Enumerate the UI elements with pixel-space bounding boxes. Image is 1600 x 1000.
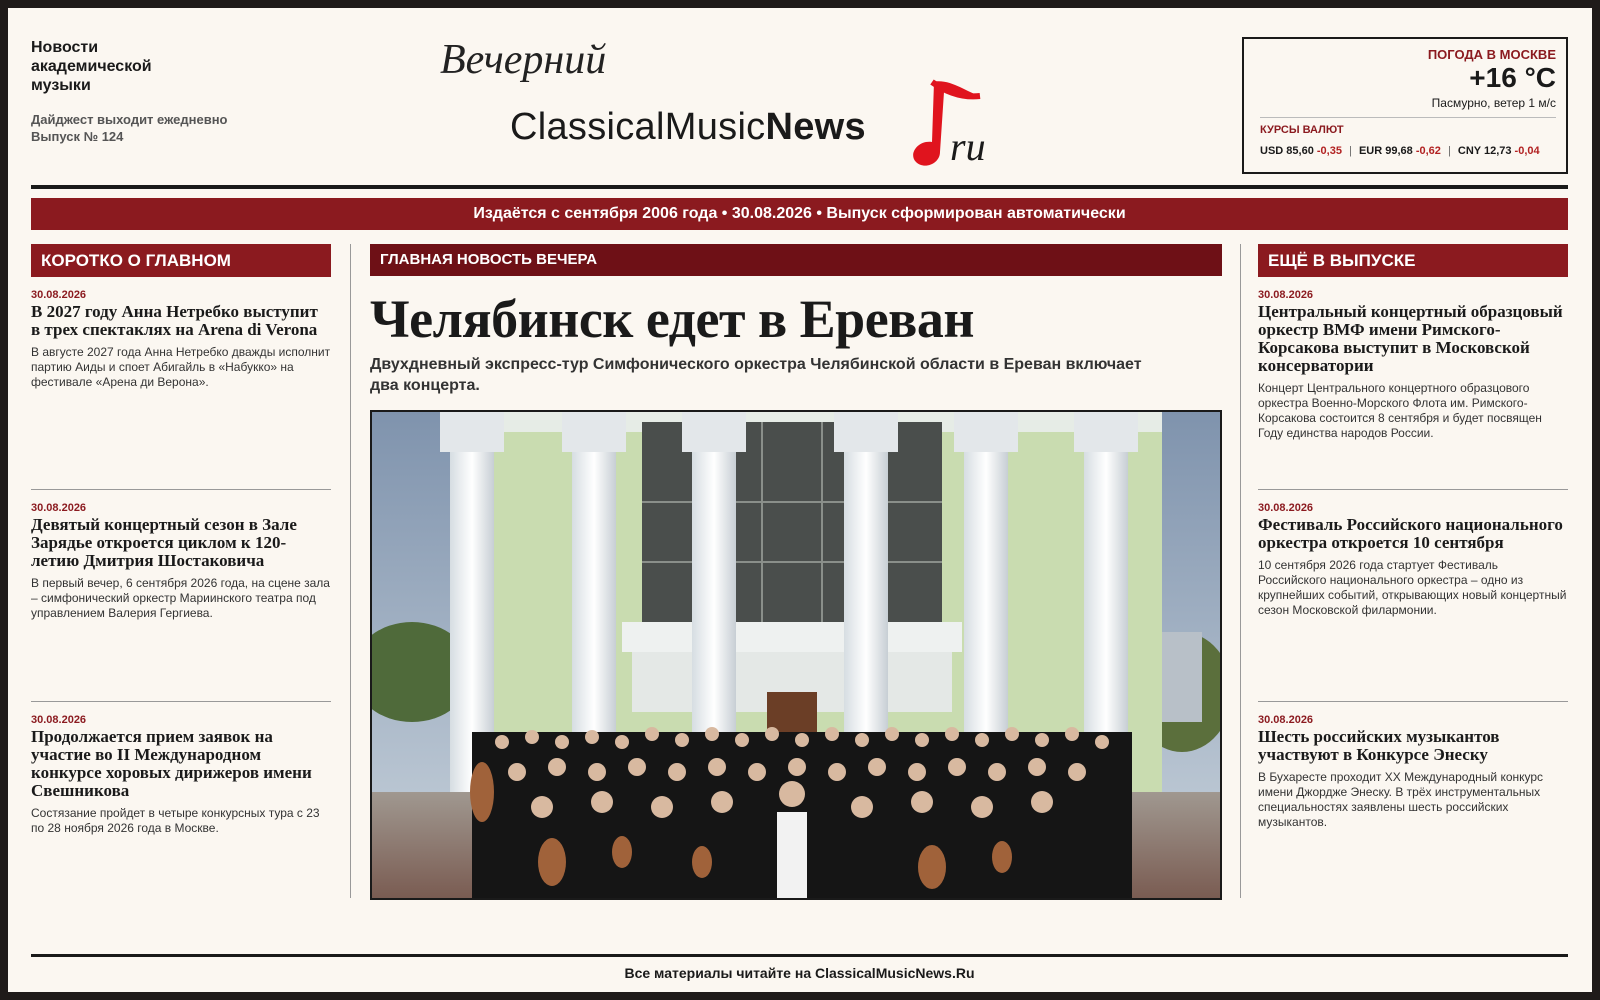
news-date: 30.08.2026 [1258, 502, 1314, 514]
digest-frequency: Дайджест выходит ежедневно [31, 112, 228, 127]
footer-rule [31, 954, 1568, 957]
weather-description: Пасмурно, ветер 1 м/с [1431, 96, 1556, 110]
right-column-heading: ЕЩЁ В ВЫПУСКЕ [1258, 244, 1568, 277]
left-column-heading: КОРОТКО О ГЛАВНОМ [31, 244, 331, 277]
rate-eur-change: -0,62 [1415, 145, 1441, 157]
news-summary: 10 сентября 2026 года стартует Фестиваль Российского национального оркестра – одно из крупнейших событий, открывающих новый концертный сезон Московской филармонии. [1258, 558, 1567, 617]
rate-cny-change: -0,04 [1514, 145, 1540, 157]
right-column [1258, 244, 1568, 913]
news-summary: Состязание пройдет в четыре конкурсных тура с 23 по 28 ноября 2026 года в Москве. [31, 806, 320, 835]
news-date: 30.08.2026 [1258, 714, 1314, 726]
news-date: 30.08.2026 [1258, 289, 1314, 301]
rate-usd-change: -0,35 [1316, 145, 1342, 157]
weather-temperature: +16 °C [1469, 62, 1556, 93]
news-date: 30.08.2026 [31, 289, 87, 301]
rate-eur: EUR 99,68 [1358, 145, 1413, 157]
news-item[interactable] [31, 277, 331, 489]
news-headline-link[interactable]: Центральный концертный образцовый оркестр ВМФ имени Римского-Корсакова выступит в Московской консерватории [1258, 302, 1563, 375]
issue-number: Выпуск № 124 [31, 129, 124, 144]
rate-separator: | [1447, 145, 1451, 157]
logo-brand-classical: Classical [510, 106, 665, 148]
orchestra-photo [372, 412, 1220, 898]
page [8, 8, 1592, 992]
logo-brand-music: Music [664, 106, 766, 148]
left-column [31, 244, 331, 913]
header-left [31, 38, 271, 145]
news-headline-link[interactable]: Фестиваль Российского национального оркестра откроется 10 сентября [1258, 515, 1563, 552]
digest-info [31, 111, 271, 145]
column-divider [350, 244, 351, 898]
header-rule [31, 185, 1568, 189]
logo-brand [510, 106, 866, 149]
news-headline-link[interactable]: Шесть российских музыкантов участвуют в Конкурсе Энеску [1258, 727, 1500, 764]
rate-usd: USD 85,60 [1260, 145, 1314, 157]
site-tagline: Новости академической музыки [31, 39, 152, 94]
news-date: 30.08.2026 [31, 714, 87, 726]
news-item[interactable] [31, 489, 331, 701]
main-story [370, 244, 1222, 900]
news-summary: Концерт Центрального концертного образцового оркестра Военно-Морского Флота им. Римского-Корсакова состоится 8 сентября и будет посвящен Году единства народов России. [1258, 381, 1542, 440]
weather-widget [1242, 37, 1568, 174]
news-item[interactable] [1258, 701, 1568, 913]
site-logo[interactable] [440, 36, 1000, 176]
news-headline-link[interactable]: Девятый концертный сезон в Зале Зарядье откроется циклом к 120-летию Дмитрия Шостаковича [31, 515, 297, 570]
news-summary: В Бухаресте проходит XX Международный конкурс имени Джордже Энеску. В трёх инструментальных специальностях заявлены шесть российских музыкантов. [1258, 770, 1544, 829]
rates-row [1260, 145, 1556, 157]
news-summary: В августе 2027 года Анна Нетребко дважды исполнит партию Аиды и споет Абигайль в «Набукко» на фестивале «Арена ди Верона». [31, 345, 331, 389]
news-headline-link[interactable]: Продолжается прием заявок на участие во II Международном конкурсе хоровых дирижеров имени Свешникова [31, 727, 312, 800]
column-divider [1240, 244, 1241, 898]
news-item[interactable] [1258, 277, 1568, 489]
main-lead: Двухдневный экспресс-тур Симфонического оркестра Челябинской области в Ереван включает два концерта. [370, 356, 1142, 394]
rates-title: КУРСЫ ВАЛЮТ [1260, 124, 1344, 136]
news-date: 30.08.2026 [31, 502, 87, 514]
issue-banner: Издаётся с сентября 2006 года • 30.08.2026 • Выпуск сформирован автоматически [31, 198, 1568, 230]
main-headline-link[interactable]: Челябинск едет в Ереван [370, 289, 974, 349]
footer-link[interactable]: Все материалы читайте на ClassicalMusicNews.Ru [624, 965, 975, 981]
news-item[interactable] [1258, 489, 1568, 701]
weather-divider [1260, 117, 1556, 118]
logo-brand-ru: ru [950, 124, 986, 169]
news-summary: В первый вечер, 6 сентября 2026 года, на сцене зала – симфонический оркестр Мариинского театра под управлением Валерия Гергиева. [31, 576, 330, 620]
rate-cny: CNY 12,73 [1457, 145, 1512, 157]
logo-brand-news: News [765, 106, 866, 148]
news-item[interactable] [31, 701, 331, 913]
weather-title: ПОГОДА В МОСКВЕ [1427, 47, 1556, 62]
main-story-photo[interactable] [370, 410, 1222, 900]
music-note-icon [910, 74, 1000, 174]
logo-evening-word: Вечерний [440, 37, 607, 83]
news-headline-link[interactable]: В 2027 году Анна Нетребко выступит в трех спектаклях на Arena di Verona [31, 302, 318, 339]
main-story-heading: ГЛАВНАЯ НОВОСТЬ ВЕЧЕРА [370, 244, 1222, 276]
rate-separator: | [1349, 145, 1352, 157]
